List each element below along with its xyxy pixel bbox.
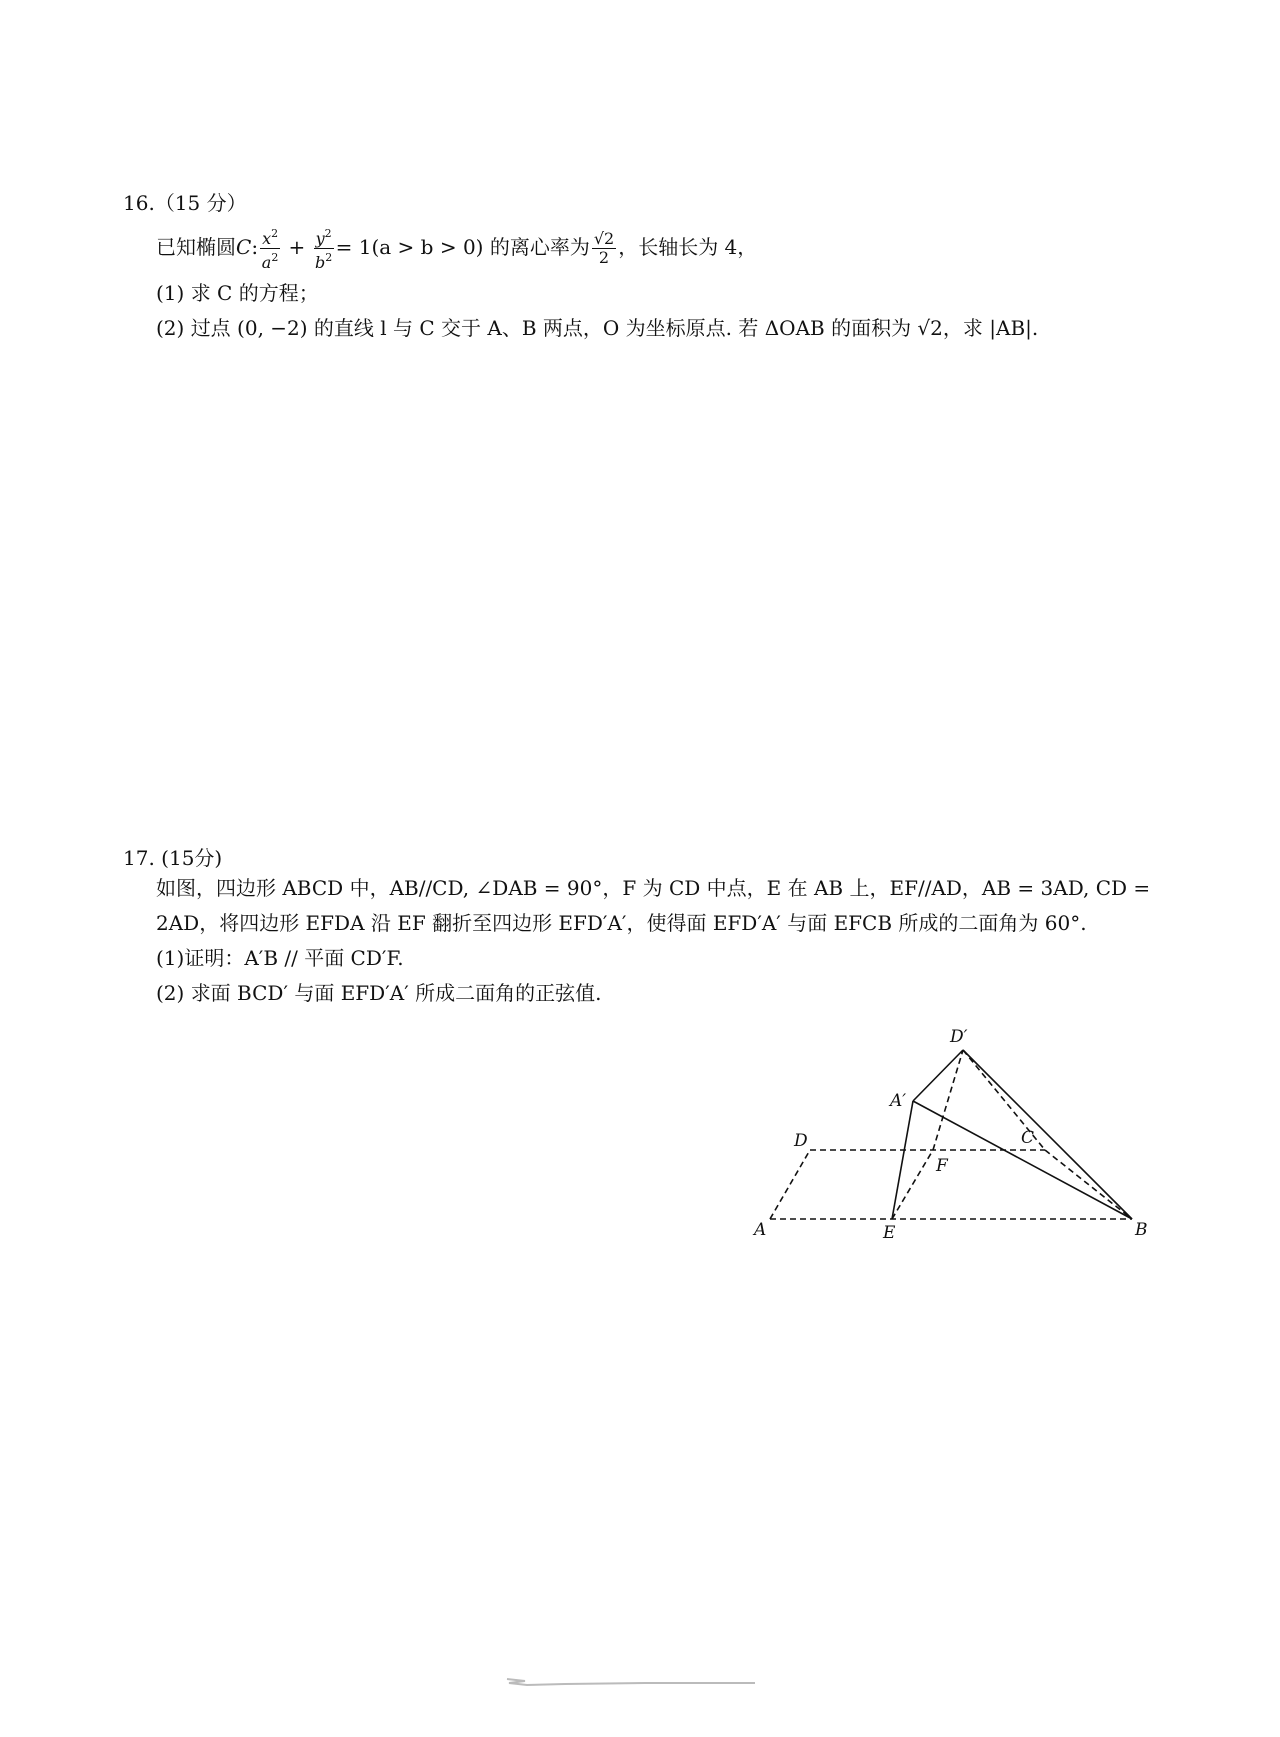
geometry-figure [740, 1018, 1160, 1258]
label-A-prime: A′ [890, 1091, 907, 1111]
footer-scribble [505, 1675, 765, 1689]
y-fraction: $\frac{y^2}{b^2}$ [314, 227, 333, 272]
question-17-part-2: (2) 求面 BCD′ 与面 EFD′A′ 所成二面角的正弦值. [156, 981, 602, 1005]
edge-A-prime-D-prime [913, 1050, 963, 1101]
question-17-stem-line-1: 如图，四边形 ABCD 中，AB//CD, ∠DAB = 90°，F 为 CD 中点，E 在 AB 上，EF//AD，AB = 3AD, CD = [156, 876, 1151, 900]
equation-rest: = 1(a > b > 0) [335, 235, 484, 259]
label-D-prime: D′ [950, 1027, 968, 1047]
question-17-header [123, 842, 222, 871]
label-A: A [754, 1220, 767, 1240]
edge-D-prime-B [963, 1050, 1132, 1219]
label-F: F [936, 1156, 948, 1176]
question-16-part-2: (2) 过点 (0, −2) 的直线 l 与 C 交于 A、B 两点，O 为坐标原点. 若 ΔOAB 的面积为 √2，求 |AB|. [156, 316, 1039, 340]
edge-CB [1045, 1150, 1132, 1219]
eccentricity-fraction: $\frac{√2}{2}$ [593, 229, 615, 267]
ellipse-name: C [236, 235, 252, 259]
question-16-stem: 已知椭圆C: $\frac{x^2}{a^2}$ + $\frac{y^2}{b^2}$ = 1(a > b > 0) 的离心率为 $\frac{√2}{2}$ ，长轴长为 4， [156, 227, 758, 272]
edge-AD [770, 1150, 810, 1219]
question-number: 17. [123, 846, 155, 870]
question-points: (15分) [161, 846, 223, 870]
question-17-part-1: (1)证明：A′B // 平面 CD′F. [156, 946, 404, 970]
question-number: 16. [123, 191, 155, 215]
question-16-part-1: (1) 求 C 的方程； [156, 281, 319, 305]
label-D: D [794, 1131, 808, 1151]
question-16-header [123, 187, 247, 216]
label-B: B [1135, 1220, 1148, 1240]
label-E: E [883, 1223, 896, 1243]
question-17-stem-line-2: 2AD，将四边形 EFDA 沿 EF 翻折至四边形 EFD′A′，使得面 EFD′A′ 与面 EFCB 所成的二面角为 60°. [156, 911, 1087, 935]
stem-prefix: 已知椭圆 [156, 235, 236, 259]
label-C: C [1021, 1128, 1035, 1148]
eccentricity-text: 的离心率为 [489, 235, 590, 259]
question-points: （15 分） [154, 191, 247, 215]
x-fraction: $\frac{x^2}{a^2}$ [261, 227, 279, 272]
stem-suffix: ，长轴长为 4， [618, 235, 758, 259]
